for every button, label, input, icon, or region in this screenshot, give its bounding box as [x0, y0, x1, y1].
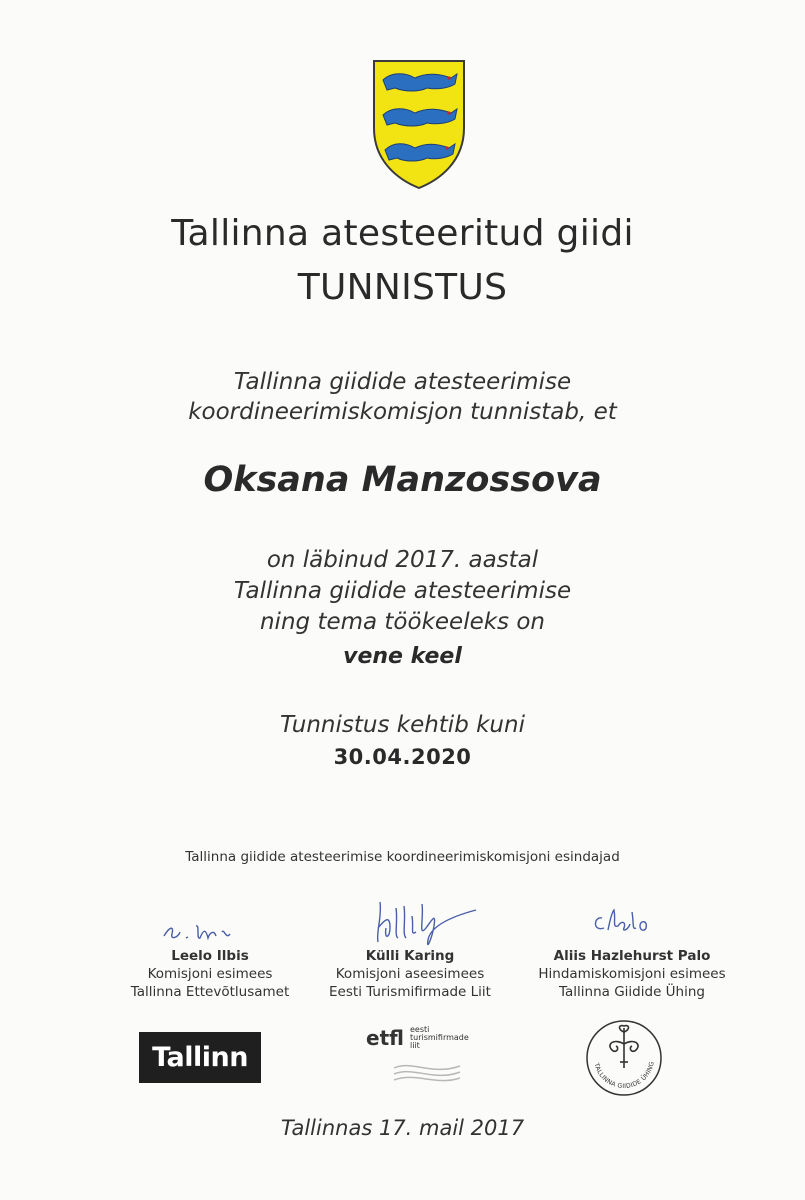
- recipient-name: Oksana Manzossova: [203, 460, 602, 500]
- signatory-2-name: Külli Karing: [365, 948, 455, 964]
- signatory-1-org: Tallinna Ettevõtlusamet: [130, 984, 290, 1000]
- etfl-logo: [362, 1022, 482, 1088]
- certificate-title-line1: Tallinna atesteeritud giidi: [171, 213, 634, 254]
- validity-label: Tunnistus kehtib kuni: [280, 712, 525, 738]
- signatory-3: [507, 947, 757, 1001]
- coat-of-arms-logo: [371, 58, 467, 190]
- intro-line1: Tallinna giidide atesteerimise: [233, 369, 572, 395]
- body-line3: ning tema töökeeleks on: [259, 609, 546, 635]
- tallinn-logo: Tallinn: [139, 1032, 261, 1083]
- body-line2: Tallinna giidide atesteerimise: [233, 578, 572, 604]
- etfl-wave-icon: [392, 1058, 462, 1086]
- body-line1: on läbinud 2017. aastal: [266, 547, 539, 573]
- working-language: vene keel: [343, 644, 462, 669]
- signatory-2-org: Eesti Turismifirmade Liit: [329, 984, 491, 1000]
- svg-text:TALLINNA GIIDIDE ÜHING: TALLINNA GIIDIDE ÜHING: [592, 1060, 656, 1091]
- guides-association-seal-logo: [584, 1018, 664, 1098]
- signature-aliis-palo: [582, 906, 672, 940]
- signatory-1-role: Komisjoni esimees: [147, 966, 273, 982]
- validity-date: 30.04.2020: [333, 745, 472, 769]
- signatory-2-role: Komisjoni aseesimees: [335, 966, 485, 982]
- etfl-logo-subtext: eesti turismifirmade liit: [410, 1025, 469, 1050]
- certificate-title-line2: TUNNISTUS: [297, 267, 508, 308]
- signatory-1-name: Leelo Ilbis: [171, 948, 249, 964]
- signatory-3-name: Aliis Hazlehurst Palo: [553, 948, 711, 964]
- signatory-2: [285, 947, 535, 1001]
- signature-leelo-ilbis: [160, 918, 240, 948]
- etfl-logo-text: etfl: [366, 1026, 404, 1050]
- place-and-date: Tallinnas 17. mail 2017: [280, 1116, 525, 1140]
- signatory-3-org: Tallinna Giidide Ühing: [559, 984, 705, 1000]
- signatory-3-role: Hindamiskomisjoni esimees: [538, 966, 726, 982]
- representatives-heading: Tallinna giidide atesteerimise koordineerimiskomisjoni esindajad: [185, 849, 620, 865]
- intro-line2: koordineerimiskomisjon tunnistab, et: [188, 399, 617, 425]
